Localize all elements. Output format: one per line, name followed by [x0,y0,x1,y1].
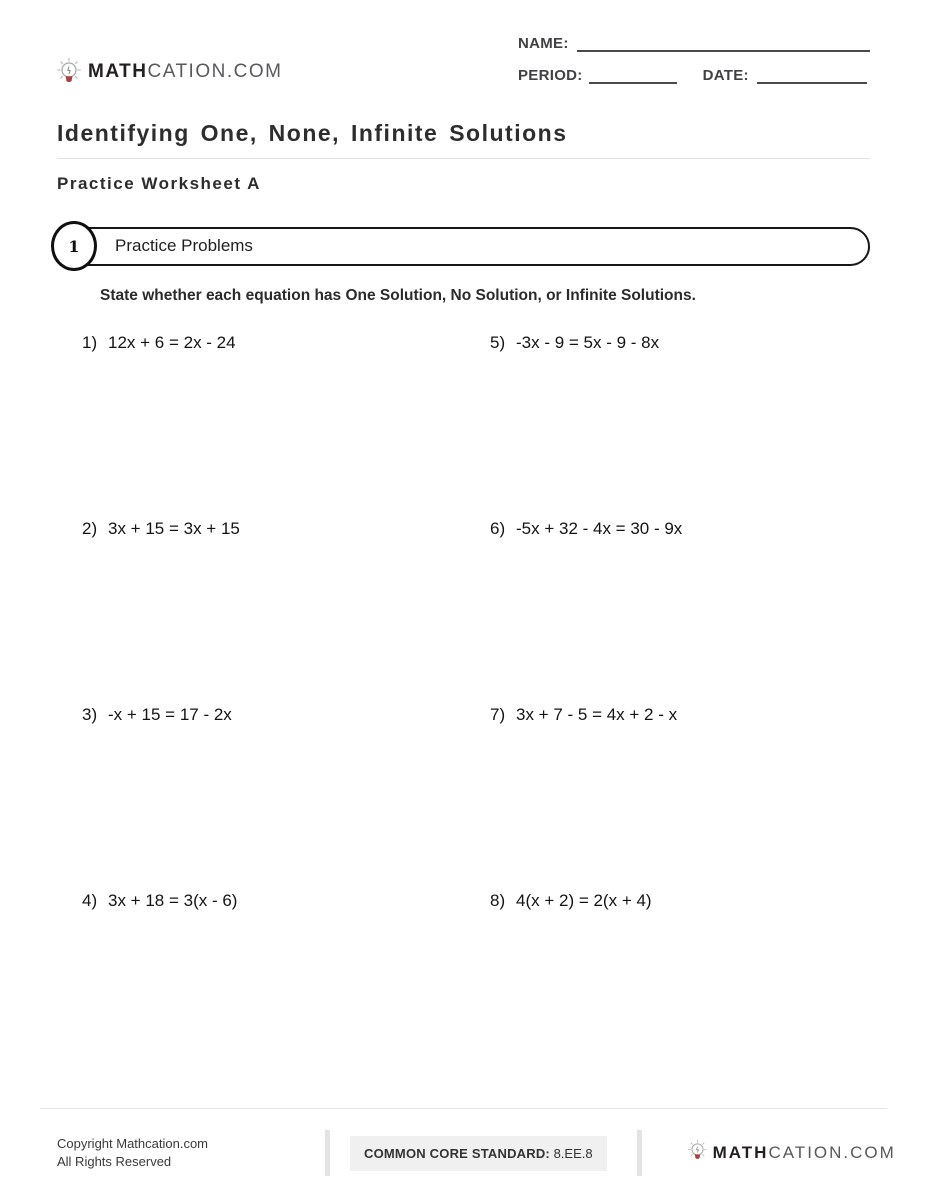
name-row [518,34,870,52]
problem-number: 3) [82,705,98,724]
date-blank-line[interactable] [757,66,867,84]
logo-word-bold: MATH [88,61,148,82]
section-heading-pill: Practice Problems [69,227,870,266]
page-title: Identifying One, None, Infinite Solutions [57,120,568,146]
footer-separator [637,1130,642,1176]
problem-equation: -x + 15 = 17 - 2x [108,705,232,724]
period-blank-line[interactable] [589,66,677,84]
copyright-line1: Copyright Mathcation.com [57,1136,209,1152]
page-footer [0,1108,927,1200]
problem-number: 1) [82,333,98,352]
problem-item [57,705,490,725]
title-block [0,120,927,194]
standard-label: COMMON CORE STANDARD: [364,1145,550,1161]
problem-row [57,891,870,1077]
logo-word-bold: MATH [712,1143,769,1162]
lightbulb-icon [57,57,81,87]
standard-value: 8.EE.8 [553,1145,593,1161]
logo-wordmark [713,1143,896,1163]
date-label: DATE: [702,67,749,84]
problem-equation: -3x - 9 = 5x - 9 - 8x [516,333,660,352]
logo-wordmark [88,61,282,83]
student-fields [518,34,870,98]
problems-list [0,333,927,1077]
problem-equation: 3x + 18 = 3(x - 6) [108,891,238,910]
problem-equation: 12x + 6 = 2x - 24 [108,333,236,352]
problem-equation: 3x + 15 = 3x + 15 [108,519,240,538]
page-header [0,0,927,98]
problem-number: 5) [490,333,506,352]
name-label: NAME: [518,35,569,52]
problem-item [57,891,490,911]
instructions-text: State whether each equation has One Solution, No Solution, or Infinite Solutions. [100,287,696,304]
problem-equation: 3x + 7 - 5 = 4x + 2 - x [516,705,678,724]
problem-item [490,519,870,539]
problem-number: 7) [490,705,506,724]
copyright-text [57,1135,325,1170]
problem-row [57,333,870,519]
footer-content [0,1108,927,1176]
problem-equation: -5x + 32 - 4x = 30 - 9x [516,519,683,538]
problem-item [490,705,870,725]
footer-separator [325,1130,330,1176]
problem-item [57,519,490,539]
problem-equation: 4(x + 2) = 2(x + 4) [516,891,652,910]
title-divider [57,158,870,159]
problem-item [490,333,870,353]
section-block [0,221,927,305]
problem-item [57,333,490,353]
footer-divider [40,1108,887,1109]
logo-word-light: CATION.COM [147,61,283,82]
mathcation-logo [57,46,282,98]
logo-word-light: CATION.COM [768,1143,896,1162]
section-header [57,221,870,271]
problem-row [57,705,870,891]
period-date-row [518,66,870,84]
problem-number: 2) [82,519,98,538]
name-blank-line[interactable] [577,34,870,52]
period-label: PERIOD: [518,67,583,84]
problem-number: 6) [490,519,506,538]
common-core-standard-box [350,1136,607,1171]
problem-row [57,519,870,705]
section-number-badge: 1 [51,221,97,271]
problem-number: 4) [82,891,98,910]
problem-item [490,891,870,911]
problem-number: 8) [490,891,506,910]
footer-mathcation-logo [688,1139,896,1168]
lightbulb-icon [688,1139,707,1168]
worksheet-subtitle: Practice Worksheet A [57,174,261,193]
copyright-line2: All Rights Reserved [57,1154,172,1169]
